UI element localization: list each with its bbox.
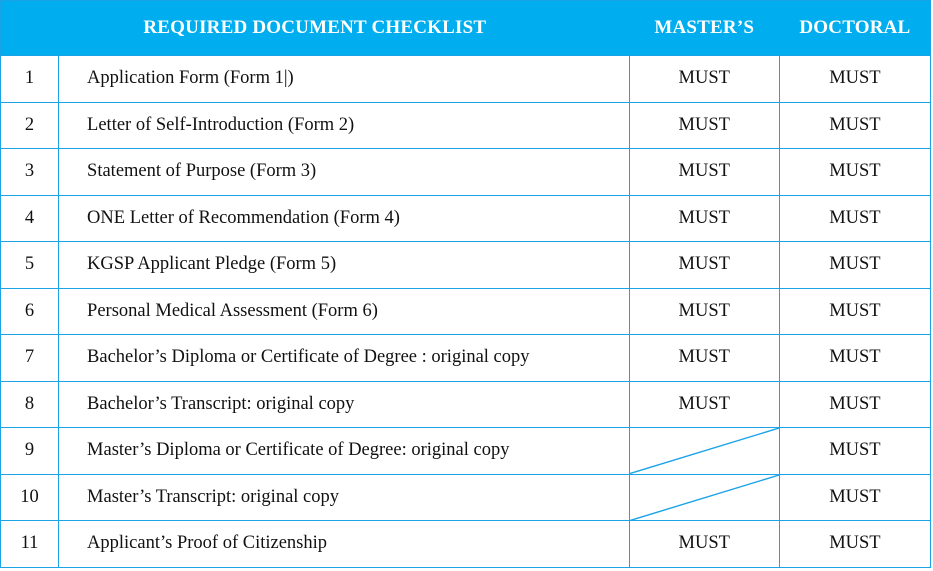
- masters-requirement: MUST: [629, 102, 779, 149]
- masters-requirement: MUST: [629, 242, 779, 289]
- document-name: Letter of Self-Introduction (Form 2): [59, 102, 630, 149]
- doctoral-requirement: MUST: [779, 428, 930, 475]
- table-body: [1, 56, 931, 568]
- document-name: ONE Letter of Recommendation (Form 4): [59, 195, 630, 242]
- document-name: Statement of Purpose (Form 3): [59, 149, 630, 196]
- row-number: 8: [1, 381, 59, 428]
- document-name: Bachelor’s Diploma or Certificate of Degree : original copy: [59, 335, 630, 382]
- document-name: KGSP Applicant Pledge (Form 5): [59, 242, 630, 289]
- table-row: [1, 428, 931, 475]
- table-row: [1, 56, 931, 103]
- table-row: [1, 521, 931, 568]
- row-number: 6: [1, 288, 59, 335]
- table-row: [1, 335, 931, 382]
- header-row: [1, 1, 931, 56]
- table-row: [1, 242, 931, 289]
- doctoral-requirement: MUST: [779, 335, 930, 382]
- masters-not-applicable-cell: [629, 474, 779, 521]
- doctoral-requirement: MUST: [779, 521, 930, 568]
- doctoral-requirement: MUST: [779, 149, 930, 196]
- diagonal-strike-icon: [630, 475, 779, 521]
- table-row: [1, 195, 931, 242]
- document-name: Application Form (Form 1|): [59, 56, 630, 103]
- row-number: 11: [1, 521, 59, 568]
- masters-requirement: MUST: [629, 195, 779, 242]
- header-masters: MASTER’S: [629, 1, 779, 56]
- row-number: 1: [1, 56, 59, 103]
- doctoral-requirement: MUST: [779, 381, 930, 428]
- row-number: 3: [1, 149, 59, 196]
- table-row: [1, 381, 931, 428]
- document-name: Applicant’s Proof of Citizenship: [59, 521, 630, 568]
- masters-requirement: MUST: [629, 335, 779, 382]
- table-row: [1, 102, 931, 149]
- table-row: [1, 149, 931, 196]
- row-number: 5: [1, 242, 59, 289]
- masters-requirement: MUST: [629, 149, 779, 196]
- row-number: 7: [1, 335, 59, 382]
- table-header: [1, 1, 931, 56]
- masters-requirement: MUST: [629, 288, 779, 335]
- row-number: 2: [1, 102, 59, 149]
- table-row: [1, 474, 931, 521]
- table-row: [1, 288, 931, 335]
- row-number: 9: [1, 428, 59, 475]
- document-name: Master’s Diploma or Certificate of Degree: original copy: [59, 428, 630, 475]
- masters-requirement: MUST: [629, 521, 779, 568]
- masters-requirement: MUST: [629, 381, 779, 428]
- doctoral-requirement: MUST: [779, 56, 930, 103]
- document-name: Personal Medical Assessment (Form 6): [59, 288, 630, 335]
- document-name: Master’s Transcript: original copy: [59, 474, 630, 521]
- diagonal-strike-icon: [630, 428, 779, 474]
- row-number: 4: [1, 195, 59, 242]
- doctoral-requirement: MUST: [779, 288, 930, 335]
- header-document-checklist: REQUIRED DOCUMENT CHECKLIST: [1, 1, 630, 56]
- doctoral-requirement: MUST: [779, 474, 930, 521]
- doctoral-requirement: MUST: [779, 102, 930, 149]
- masters-requirement: MUST: [629, 56, 779, 103]
- doctoral-requirement: MUST: [779, 195, 930, 242]
- document-name: Bachelor’s Transcript: original copy: [59, 381, 630, 428]
- header-doctoral: DOCTORAL: [779, 1, 930, 56]
- masters-not-applicable-cell: [629, 428, 779, 475]
- row-number: 10: [1, 474, 59, 521]
- doctoral-requirement: MUST: [779, 242, 930, 289]
